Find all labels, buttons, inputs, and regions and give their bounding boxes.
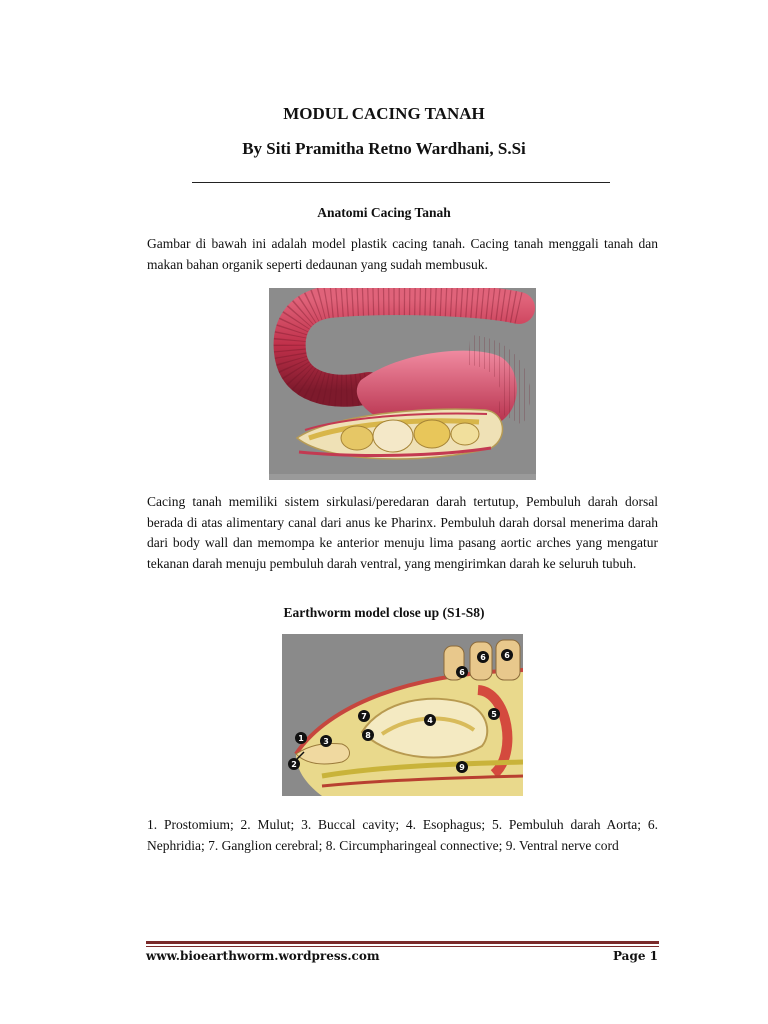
marker-9: 9 [459, 763, 465, 772]
circulation-paragraph: Cacing tanah memiliki sistem sirkulasi/peredaran darah tertutup, Pembuluh darah dorsal berada di atas alimentary canal dari anus ke Pharinx. Pembuluh darah dorsal menerima darah dari body wall dan memompa ke anterior menuju lima pasang aortic arches yang mengatur tekanan darah menuju pembuluh darah ventral, yang mengirimkan darah ke seluruh tubuh. [147, 494, 658, 571]
document-author: By Siti Pramitha Retno Wardhani, S.Si [242, 139, 526, 158]
marker-2: 2 [291, 760, 297, 769]
marker-8: 8 [365, 731, 371, 740]
footer-website: www.bioearthworm.wordpress.com [146, 949, 380, 963]
marker-5: 5 [491, 710, 497, 719]
marker-7: 7 [361, 712, 367, 721]
marker-4: 4 [427, 716, 433, 725]
marker-6c: 6 [504, 651, 510, 660]
document-title: MODUL CACING TANAH [283, 104, 485, 123]
earthworm-model-illustration [269, 288, 536, 480]
figure-legend: 1. Prostomium; 2. Mulut; 3. Buccal cavity; 4. Esophagus; 5. Pembuluh darah Aorta; 6. Nephridia; 7. Ganglion cerebral; 8. Circumpharingeal connective; 9. Ventral nerve cord [147, 817, 658, 853]
earthworm-model-image [269, 288, 536, 480]
earthworm-closeup-image [282, 634, 523, 796]
footer-rule-thick [146, 941, 659, 944]
earthworm-closeup-illustration [282, 634, 523, 796]
intro-paragraph: Gambar di bawah ini adalah model plastik cacing tanah. Cacing tanah menggali tanah dan makan bahan organik seperti dedaunan yang sudah membusuk. [147, 236, 658, 272]
title-separator-line [192, 182, 610, 183]
footer-rule-thin [146, 946, 659, 947]
marker-6b: 6 [480, 653, 486, 662]
footer-page-number: Page 1 [612, 949, 658, 963]
section-heading: Anatomi Cacing Tanah [317, 205, 451, 220]
marker-6a: 6 [459, 668, 465, 677]
marker-1: 1 [298, 734, 304, 743]
figure-2-heading: Earthworm model close up (S1-S8) [283, 605, 485, 620]
marker-3: 3 [323, 737, 329, 746]
